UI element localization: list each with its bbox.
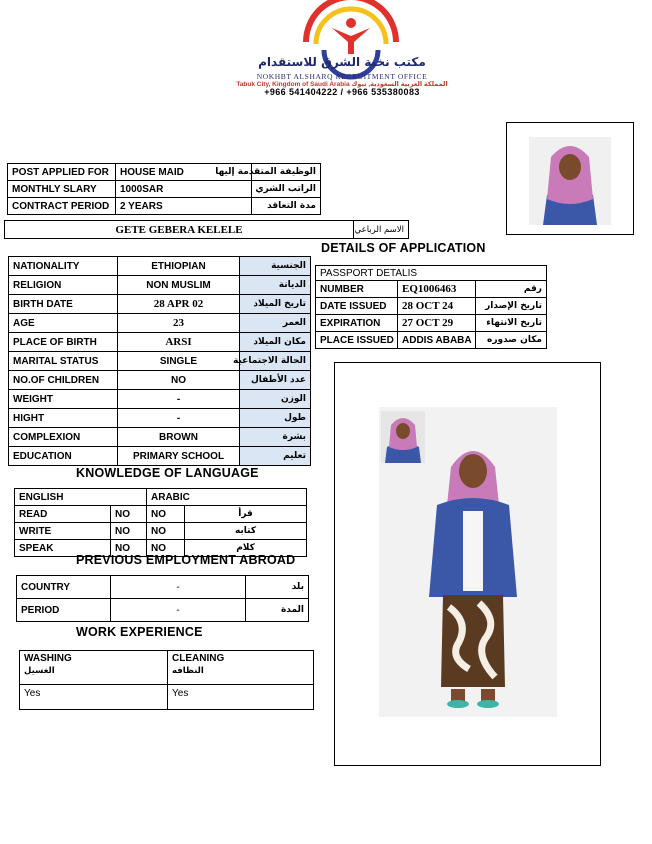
personal-label-ar: عدد الأطفال	[240, 371, 311, 390]
passport-value: 28 OCT 24	[398, 298, 476, 315]
personal-row	[9, 390, 311, 409]
employment-row	[17, 576, 309, 599]
language-label: READ	[15, 506, 111, 523]
passport-label: DATE ISSUED	[316, 298, 398, 315]
job-value: 1000SAR	[116, 181, 252, 198]
personal-label-ar: الوزن	[240, 390, 311, 409]
passport-label: PLACE ISSUED	[316, 332, 398, 349]
language-label-ar: كتابه	[185, 523, 307, 540]
full-body-photo	[379, 407, 557, 717]
job-label: POST APPLIED FOR	[8, 164, 116, 181]
employment-label: PERIOD	[17, 599, 111, 622]
personal-value: -	[118, 390, 240, 409]
personal-label-ar: الجنسية	[240, 257, 311, 276]
personal-value: ETHIOPIAN	[118, 257, 240, 276]
employment-label-ar: بلد	[246, 576, 309, 599]
employment-label: COUNTRY	[17, 576, 111, 599]
job-row	[8, 164, 321, 181]
personal-value: 28 APR 02	[118, 295, 240, 314]
personal-label: RELIGION	[9, 276, 118, 295]
job-label-ar: الوظيفة المتقدمة إليها	[252, 164, 321, 181]
personal-value: NO	[118, 371, 240, 390]
passport-label-ar: تاريخ الانتهاء	[476, 315, 547, 332]
personal-row	[9, 314, 311, 333]
previous-employment-heading: PREVIOUS EMPLOYMENT ABROAD	[76, 553, 296, 567]
work-label: WASHING	[24, 653, 72, 664]
job-table	[7, 163, 321, 215]
personal-label-ar: الحالة الاجتماعية	[240, 352, 311, 371]
personal-value: NON MUSLIM	[118, 276, 240, 295]
work-experience-heading: WORK EXPERIENCE	[76, 625, 203, 639]
passport-row	[316, 332, 547, 349]
full-name: GETE GEBERA KELELE	[5, 221, 354, 239]
personal-label-ar: طول	[240, 409, 311, 428]
passport-row	[316, 298, 547, 315]
employment-value: -	[111, 599, 246, 622]
personal-label: NO.OF CHILDREN	[9, 371, 118, 390]
office-name-english: NOKHBT ALSHARQ RECRUITMENT OFFICE	[256, 72, 428, 81]
personal-label-ar: بشرة	[240, 428, 311, 447]
passport-photo	[529, 137, 611, 225]
passport-row	[316, 281, 547, 298]
logo-head	[346, 18, 356, 28]
language-label: WRITE	[15, 523, 111, 540]
personal-label-ar: تعليم	[240, 447, 311, 466]
personal-value: ARSI	[118, 333, 240, 352]
personal-row	[9, 295, 311, 314]
language-row	[15, 506, 307, 523]
job-row	[8, 181, 321, 198]
personal-label-ar: مكان الميلاد	[240, 333, 311, 352]
personal-label: AGE	[9, 314, 118, 333]
passport-table	[315, 265, 547, 349]
job-label: MONTHLY SLARY	[8, 181, 116, 198]
job-value: HOUSE MAID	[116, 164, 252, 181]
job-label-ar: الراتب الشري	[252, 181, 321, 198]
english-level: NO	[111, 540, 147, 557]
personal-label: EDUCATION	[9, 447, 118, 466]
col-arabic: ARABIC	[147, 489, 307, 506]
full-body-photo-frame	[334, 362, 601, 766]
work-label-ar: الغسيل	[24, 666, 55, 676]
language-label-ar: قرأ	[185, 506, 307, 523]
personal-label: HIGHT	[9, 409, 118, 428]
language-row	[15, 523, 307, 540]
personal-value: 23	[118, 314, 240, 333]
col-english: ENGLISH	[15, 489, 147, 506]
office-phones: +966 541404222 / +966 535380083	[264, 87, 420, 97]
work-experience-table	[19, 650, 314, 710]
job-row	[8, 198, 321, 215]
personal-label: NATIONALITY	[9, 257, 118, 276]
job-value: 2 YEARS	[116, 198, 252, 215]
passport-value: 27 OCT 29	[398, 315, 476, 332]
passport-photo-frame	[506, 122, 634, 235]
work-label: CLEANING	[172, 653, 225, 664]
work-item-cleaning	[168, 651, 314, 685]
personal-label: COMPLEXION	[9, 428, 118, 447]
personal-row	[9, 447, 311, 466]
personal-row	[9, 371, 311, 390]
personal-value: PRIMARY SCHOOL	[118, 447, 240, 466]
employment-label-ar: المدة	[246, 599, 309, 622]
personal-row	[9, 257, 311, 276]
english-level: NO	[111, 523, 147, 540]
passport-label: EXPIRATION	[316, 315, 398, 332]
full-name-label-ar: الاسم الرباعي	[354, 221, 409, 239]
personal-label-ar: العمر	[240, 314, 311, 333]
name-table	[4, 220, 409, 239]
personal-label: WEIGHT	[9, 390, 118, 409]
office-name-arabic: مكتب نخبة الشرق للاستقدام	[258, 55, 426, 69]
arabic-level: NO	[147, 506, 185, 523]
passport-label-ar: تاريخ الإصدار	[476, 298, 547, 315]
passport-value: EQ1006463	[398, 281, 476, 298]
personal-label-ar: تاريخ الميلاد	[240, 295, 311, 314]
job-label-ar: مدة التعاقد	[252, 198, 321, 215]
passport-label-ar: مكان صدوره	[476, 332, 547, 349]
language-label: SPEAK	[15, 540, 111, 557]
passport-title: PASSPORT DETALIS	[316, 266, 547, 281]
personal-row	[9, 352, 311, 371]
english-level: NO	[111, 506, 147, 523]
personal-value: -	[118, 409, 240, 428]
arabic-level: NO	[147, 540, 185, 557]
personal-value: SINGLE	[118, 352, 240, 371]
employment-value: -	[111, 576, 246, 599]
personal-row	[9, 428, 311, 447]
passport-row	[316, 315, 547, 332]
work-value: Yes	[20, 685, 168, 710]
language-table	[14, 488, 307, 557]
personal-value: BROWN	[118, 428, 240, 447]
personal-label: BIRTH DATE	[9, 295, 118, 314]
work-item-washing	[20, 651, 168, 685]
work-value: Yes	[168, 685, 314, 710]
personal-row	[9, 333, 311, 352]
passport-label: NUMBER	[316, 281, 398, 298]
personal-row	[9, 276, 311, 295]
employment-row	[17, 599, 309, 622]
personal-table	[8, 256, 311, 466]
job-label: CONTRACT PERIOD	[8, 198, 116, 215]
language-label-ar: كلام	[185, 540, 307, 557]
personal-label: PLACE OF BIRTH	[9, 333, 118, 352]
office-address: Tabuk City, Kingdom of Saudi Arabia المملكة العربية السعودية, تبوك	[236, 81, 448, 88]
language-heading: KNOWLEDGE OF LANGUAGE	[76, 466, 259, 480]
personal-row	[9, 409, 311, 428]
details-heading: DETAILS OF APPLICATION	[321, 241, 486, 255]
passport-label-ar: رقم	[476, 281, 547, 298]
work-label-ar: النظافه	[172, 666, 204, 676]
personal-label-ar: الديانة	[240, 276, 311, 295]
logo-figure	[332, 28, 370, 54]
personal-label: MARITAL STATUS	[9, 352, 118, 371]
arabic-level: NO	[147, 523, 185, 540]
previous-employment-table	[16, 575, 309, 622]
passport-value: ADDIS ABABA	[398, 332, 476, 349]
